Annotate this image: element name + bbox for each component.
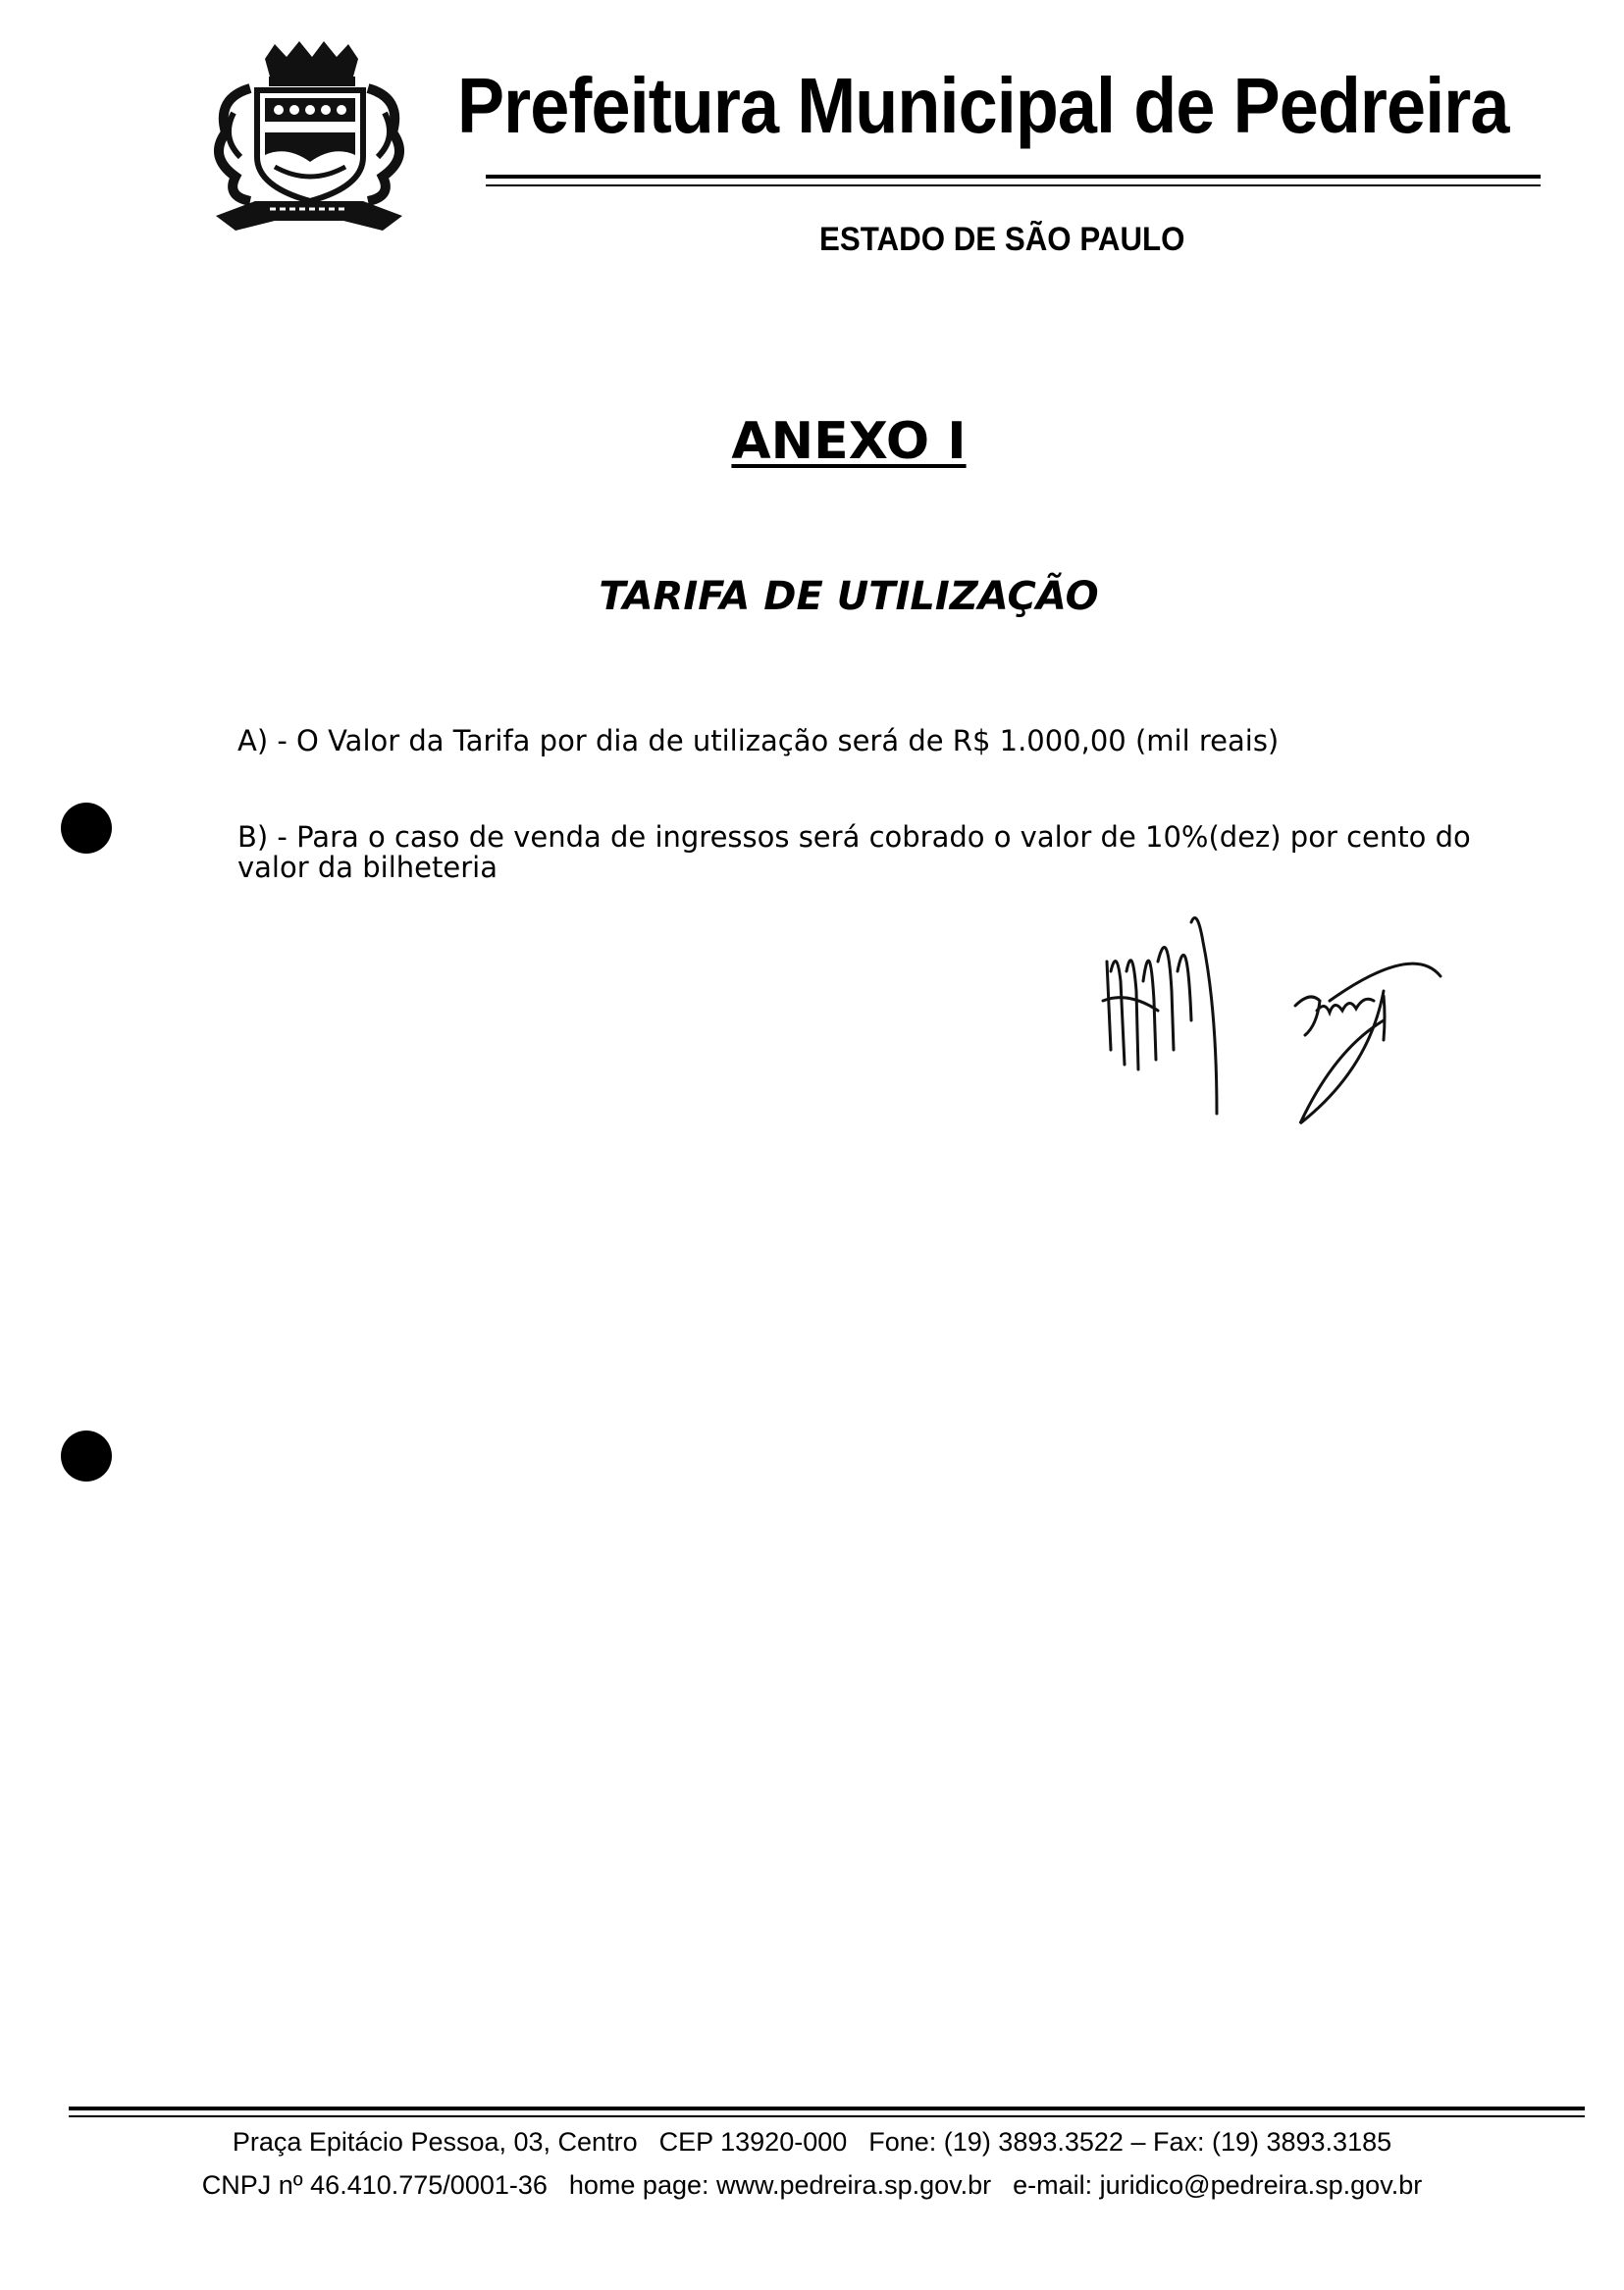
footer-address: Praça Epitácio Pessoa, 03, Centro xyxy=(232,2127,638,2157)
punch-hole-bottom xyxy=(61,1431,112,1482)
footer-cnpj: CNPJ nº 46.410.775/0001-36 xyxy=(201,2170,548,2200)
footer-homepage: home page: www.pedreira.sp.gov.br xyxy=(568,2170,992,2200)
footer-email: e-mail: juridico@pedreira.sp.gov.br xyxy=(1013,2170,1423,2200)
footer-rule-thick xyxy=(69,2107,1585,2110)
annex-title: ANEXO I xyxy=(731,412,967,471)
header-rule-thick xyxy=(486,175,1541,179)
footer-cep: CEP 13920-000 xyxy=(658,2127,848,2157)
footer-contact-line xyxy=(0,2170,1624,2201)
organization-state: ESTADO DE SÃO PAULO xyxy=(819,221,1185,258)
signature-right-icon xyxy=(1295,963,1441,1123)
footer-address-line xyxy=(0,2127,1624,2158)
signature-left-icon xyxy=(1103,918,1217,1115)
footer-phone-fax: Fone: (19) 3893.3522 – Fax: (19) 3893.3185 xyxy=(868,2127,1392,2157)
clause-b: B) - Para o caso de venda de ingressos será cobrado o valor de 10%(dez) por cento do valor da bilheteria xyxy=(237,820,1471,884)
footer-rule-thin xyxy=(69,2115,1585,2117)
punch-hole-top xyxy=(61,803,112,854)
header-rule-thin xyxy=(486,184,1541,186)
organization-title: Prefeitura Municipal de Pedreira xyxy=(457,62,1509,149)
signatures xyxy=(1089,903,1472,1158)
clause-a: A) - O Valor da Tarifa por dia de utilização será de R$ 1.000,00 (mil reais) xyxy=(237,724,1280,757)
section-title: TARIFA DE UTILIZAÇÃO xyxy=(599,574,1099,619)
municipal-crest-icon xyxy=(196,39,422,245)
